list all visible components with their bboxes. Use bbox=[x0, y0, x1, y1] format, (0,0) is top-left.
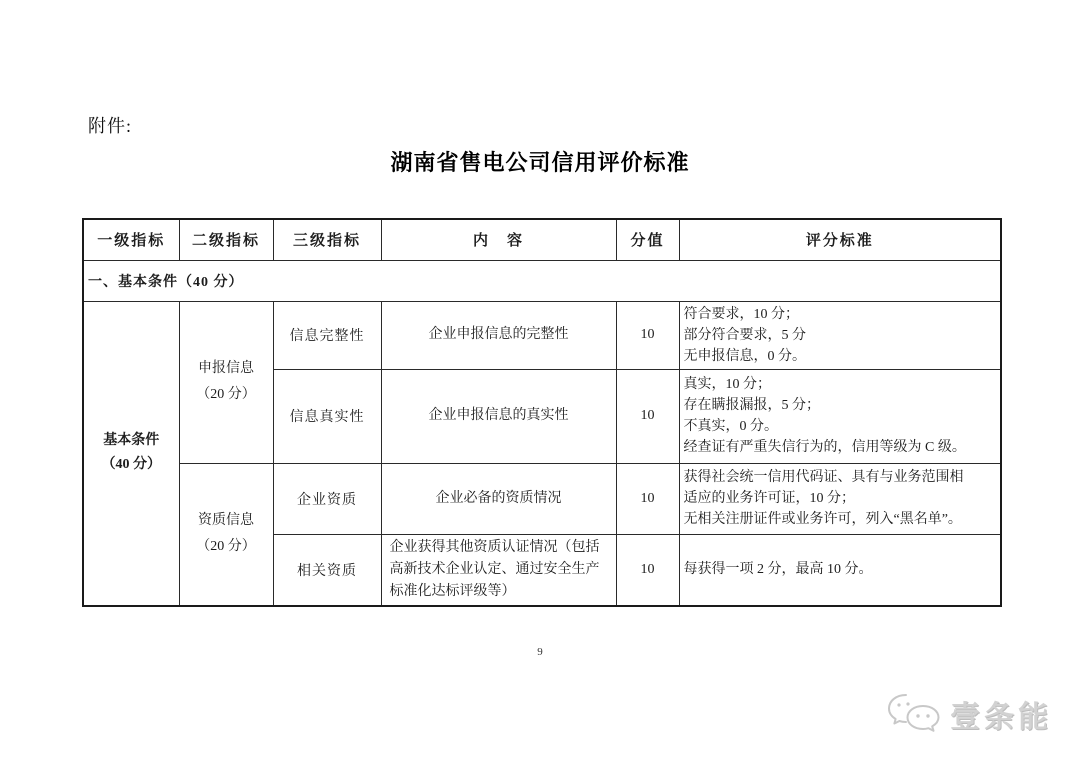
score-cell: 10 bbox=[616, 301, 679, 369]
criteria-cell bbox=[679, 534, 1001, 606]
page-number: 9 bbox=[537, 646, 543, 658]
level2-line1: 资质信息 bbox=[198, 513, 254, 528]
level3-cell: 企业资质 bbox=[273, 463, 381, 534]
criteria-line: 无相关注册证件或业务许可，列入“黑名单”。 bbox=[683, 512, 962, 527]
content-cell: 企业申报信息的真实性 bbox=[381, 369, 616, 463]
score-cell: 10 bbox=[616, 534, 679, 606]
page-title: 湖南省售电公司信用评价标准 bbox=[390, 150, 690, 175]
criteria-line: 获得社会统一信用代码证、具有与业务范围相 bbox=[683, 470, 964, 485]
level3-cell: 相关资质 bbox=[273, 534, 381, 606]
criteria-line: 适应的业务许可证，10 分； bbox=[683, 491, 855, 506]
credit-evaluation-table bbox=[82, 218, 1002, 607]
criteria-line: 真实，10 分； bbox=[683, 377, 771, 392]
criteria-line: 部分符合要求，5 分 bbox=[683, 327, 806, 343]
watermark-brand: 壹条能 bbox=[950, 701, 1052, 734]
level2-line2: （20 分） bbox=[196, 539, 256, 554]
criteria-line: 存在瞒报漏报，5 分； bbox=[683, 398, 820, 413]
table-row bbox=[83, 463, 1001, 534]
col-header-content: 内 容 bbox=[381, 219, 616, 260]
level2-line2: （20 分） bbox=[196, 387, 256, 402]
criteria-cell bbox=[679, 369, 1001, 463]
level2-cell-declared-info bbox=[179, 301, 273, 463]
section-title: 一、基本条件（40 分） bbox=[83, 260, 1001, 301]
col-header-level1-indicator: 一级指标 bbox=[83, 219, 179, 260]
attachment-label: 附件: bbox=[88, 116, 133, 136]
criteria-line: 无申报信息，0 分。 bbox=[683, 348, 806, 364]
criteria-line: 经查证有严重失信行为的，信用等级为 C 级。 bbox=[683, 440, 966, 455]
col-header-level3-indicator: 三级指标 bbox=[273, 219, 381, 260]
col-header-score: 分值 bbox=[616, 219, 679, 260]
criteria-line: 每获得一项 2 分，最高 10 分。 bbox=[683, 562, 873, 577]
level1-line1: 基本条件 bbox=[103, 433, 160, 448]
wechat-icon bbox=[886, 692, 942, 736]
score-cell: 10 bbox=[616, 369, 679, 463]
level1-cell-basic-conditions bbox=[83, 301, 179, 606]
content-cell: 企业申报信息的完整性 bbox=[381, 301, 616, 369]
level1-line2: （40 分） bbox=[101, 457, 161, 472]
content-cell: 企业获得其他资质认证情况（包括高新技术企业认定、通过安全生产标准化达标评级等） bbox=[381, 534, 616, 606]
section-row-basic-conditions bbox=[83, 260, 1001, 301]
score-cell: 10 bbox=[616, 463, 679, 534]
level3-cell: 信息真实性 bbox=[273, 369, 381, 463]
level2-line1: 申报信息 bbox=[198, 361, 254, 376]
criteria-cell bbox=[679, 463, 1001, 534]
level3-cell: 信息完整性 bbox=[273, 301, 381, 369]
criteria-line: 符合要求，10 分； bbox=[683, 306, 799, 322]
criteria-cell bbox=[679, 301, 1001, 369]
criteria-line: 不真实，0 分。 bbox=[683, 419, 778, 434]
col-header-level2-indicator: 二级指标 bbox=[179, 219, 273, 260]
col-header-criteria: 评分标准 bbox=[679, 219, 1001, 260]
watermark bbox=[886, 692, 1052, 736]
table-row bbox=[83, 301, 1001, 369]
content-cell: 企业必备的资质情况 bbox=[381, 463, 616, 534]
level2-cell-qualification-info bbox=[179, 463, 273, 606]
table-header-row bbox=[83, 219, 1001, 260]
